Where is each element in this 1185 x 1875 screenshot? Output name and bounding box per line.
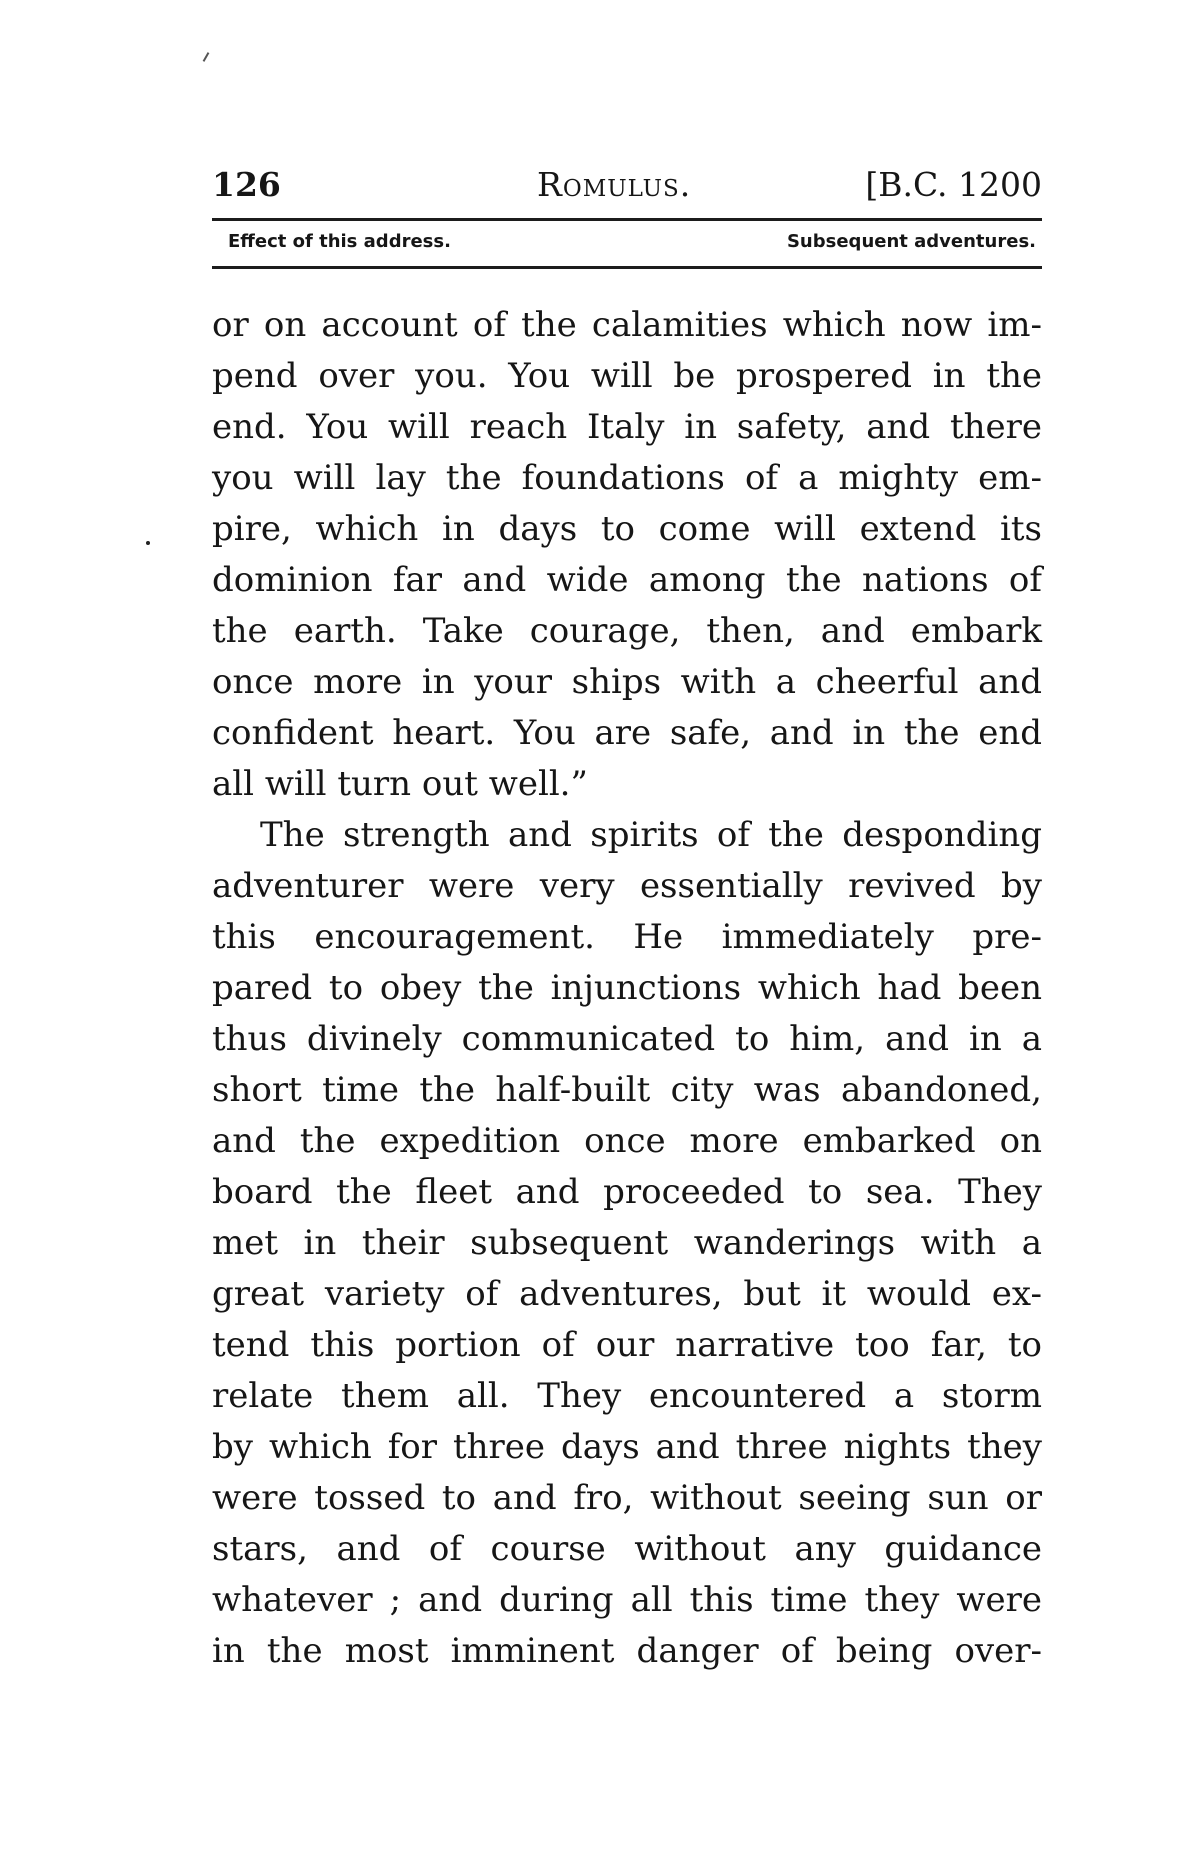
text-line: great variety of adventures, but it would ex- (212, 1274, 1042, 1314)
text-line: relate them all. They encountered a storm (212, 1376, 1042, 1416)
text-line: end. You will reach Italy in safety, and there (212, 407, 1042, 447)
text-line: were tossed to and fro, without seeing sun or (212, 1478, 1042, 1518)
header-rule-top (212, 218, 1042, 221)
text-line: confident heart. You are safe, and in the end (212, 713, 1042, 753)
text-line: all will turn out well.” (212, 764, 588, 804)
text-line: thus divinely communicated to him, and in a (212, 1019, 1042, 1059)
body-text (212, 300, 1042, 1677)
header-date: [B.C. 1200 (865, 165, 1042, 204)
sidenote-bar (228, 227, 1036, 257)
sidenote-left: Effect of this address. (228, 231, 451, 252)
text-line: stars, and of course without any guidance (212, 1529, 1042, 1569)
text-line: short time the half-built city was abandoned, (212, 1070, 1042, 1110)
paragraph-start-line: The strength and spirits of the desponding (260, 815, 1042, 855)
text-line: you will lay the foundations of a mighty em- (212, 458, 1042, 498)
sidenote-right: Subsequent adventures. (786, 231, 1036, 252)
text-line: adventurer were very essentially revived by (212, 866, 1042, 906)
text-line: met in their subsequent wanderings with a (212, 1223, 1042, 1263)
text-line: board the fleet and proceeded to sea. They (212, 1172, 1042, 1212)
text-line: this encouragement. He immediately pre- (212, 917, 1042, 957)
text-line: pared to obey the injunctions which had been (212, 968, 1042, 1008)
text-line: in the most imminent danger of being over- (212, 1631, 1042, 1671)
header-rule-bottom (212, 266, 1042, 269)
text-line: pend over you. You will be prospered in the (212, 356, 1042, 396)
page-number: 126 (212, 165, 281, 204)
text-line: or on account of the calamities which now im- (212, 305, 1042, 345)
text-line: tend this portion of our narrative too far, to (212, 1325, 1042, 1365)
running-header (212, 160, 1042, 210)
running-title: Romulus. (537, 165, 692, 204)
text-line: pire, which in days to come will extend its (212, 509, 1042, 549)
scan-mark (203, 52, 210, 62)
text-line: whatever ; and during all this time they were (212, 1580, 1042, 1620)
text-line: dominion far and wide among the nations of (212, 560, 1042, 600)
text-line: by which for three days and three nights they (212, 1427, 1042, 1467)
margin-speck (146, 541, 150, 545)
text-line: and the expedition once more embarked on (212, 1121, 1042, 1161)
text-line: once more in your ships with a cheerful and (212, 662, 1042, 702)
text-line: the earth. Take courage, then, and embark (212, 611, 1042, 651)
